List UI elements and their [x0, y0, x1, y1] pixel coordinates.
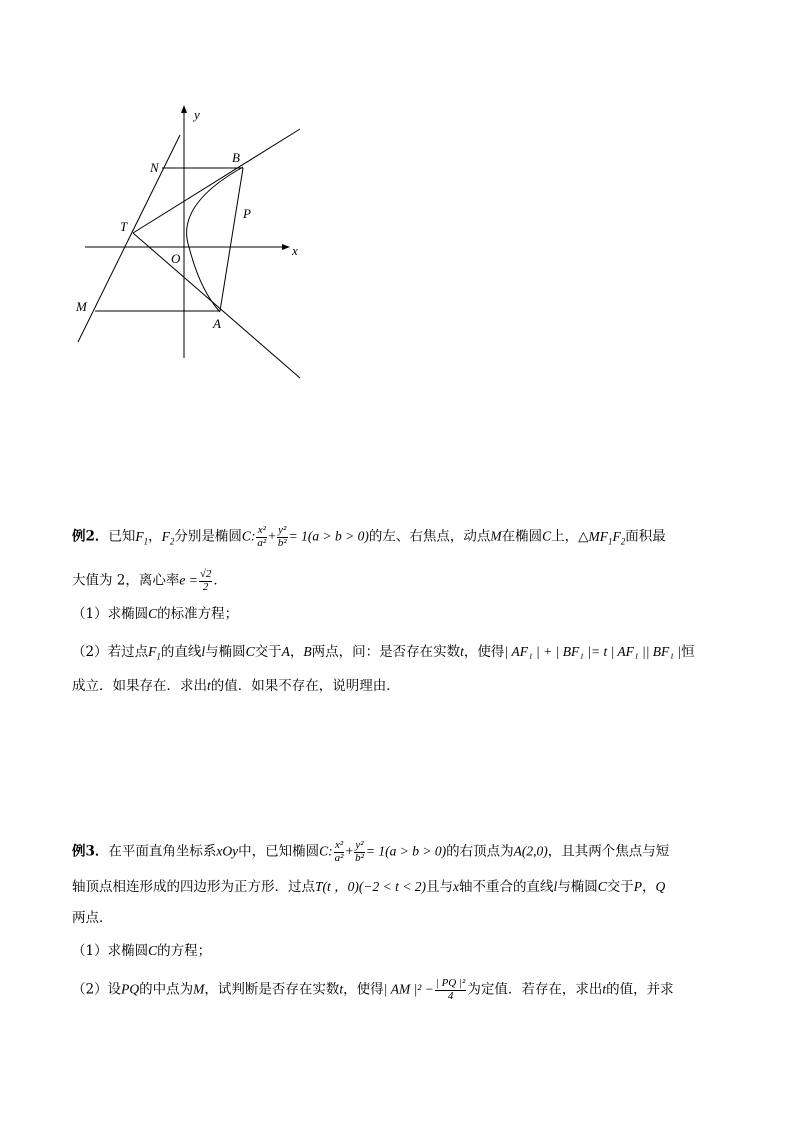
ex2-label: 例2． [72, 528, 109, 545]
label-O: O [171, 251, 181, 266]
label-x: x [292, 243, 298, 258]
label-N: N [150, 160, 159, 175]
label-B: B [232, 150, 240, 165]
hyperbola-curve [187, 167, 243, 312]
ex2-frac-y: $\frac{\text{y²}}{\text{b²}}$ [277, 524, 287, 549]
line-AB [220, 168, 243, 311]
y-axis-arrow [181, 105, 187, 113]
ex2-line-2: 大值为 2，离心率e = $\frac{√2}{2}$ ． [72, 568, 227, 593]
ex2-q2-cont: 成立．如果存在．求出t的值．如果不存在，说明理由． [72, 678, 400, 694]
ex3-q1: （1）求椭圆C的方程； [72, 943, 212, 959]
ex2-frac-e: $\frac{√2}{2}$ [199, 568, 212, 593]
ex3-frac-y: $\frac{\text{y²}}{\text{b²}}$ [355, 839, 364, 864]
ex3-line-3: 两点． [72, 910, 113, 926]
ex2-line-1: 例2．已知$F_1$，$F_2$分别是椭圆C: $\frac{\text{x²}}{\text{a²}}$ + $\frac{\text{y²}}{\text{b²}}$ = 1(a > b > 0)的左、右焦点，动点M在椭圆C上，$\triangle MF_1F_2$面积最 [72, 524, 666, 549]
ex3-q2: （2）设PQ的中点为M，试判断是否存在实数t，使得| AM |² − $\frac{\text{| PQ |²}}{4}$ 为定值．若存在，求出t的值，并求 [72, 977, 674, 1002]
line-TA [133, 233, 300, 378]
ex2-q1: （1）求椭圆C的标准方程； [72, 606, 239, 622]
label-P: P [243, 206, 251, 221]
ex2-q2: （2）若过点$F_1$的直线l与椭圆C交于A，B两点，问：是否存在实数t，使得| AF₁ | + | BF₁ |= t | AF₁ || BF₁ |恒 [72, 644, 695, 662]
x-axis-arrow [282, 244, 290, 250]
ex3-label: 例3． [72, 843, 109, 860]
line-TB [133, 129, 300, 233]
label-y: y [194, 107, 200, 122]
label-T: T [120, 219, 128, 234]
ex3-frac-x: $\frac{\text{x²}}{\text{a²}}$ [334, 839, 344, 864]
geometry-figure [60, 95, 320, 395]
ex3-line-1: 例3．在平面直角坐标系xOy中，已知椭圆C: $\frac{\text{x²}}{\text{a²}}$ + $\frac{\text{y²}}{\text{b²}}$ = 1(a > b > 0)的右顶点为A(2,0)，且其两个焦点与短 [72, 839, 670, 864]
ex2-frac-x: $\frac{\text{x²}}{\text{a²}}$ [257, 524, 267, 549]
ex3-frac-pq: $\frac{\text{| PQ |²}}{4}$ [435, 977, 466, 1002]
label-M: M [76, 299, 87, 314]
label-A: A [213, 316, 221, 331]
ex3-line-2: 轴顶点相连形成的四边形为正方形．过点T(t ，0)(−2 < t < 2)且与x轴不重合的直线l与椭圆C交于P，Q [72, 879, 666, 895]
